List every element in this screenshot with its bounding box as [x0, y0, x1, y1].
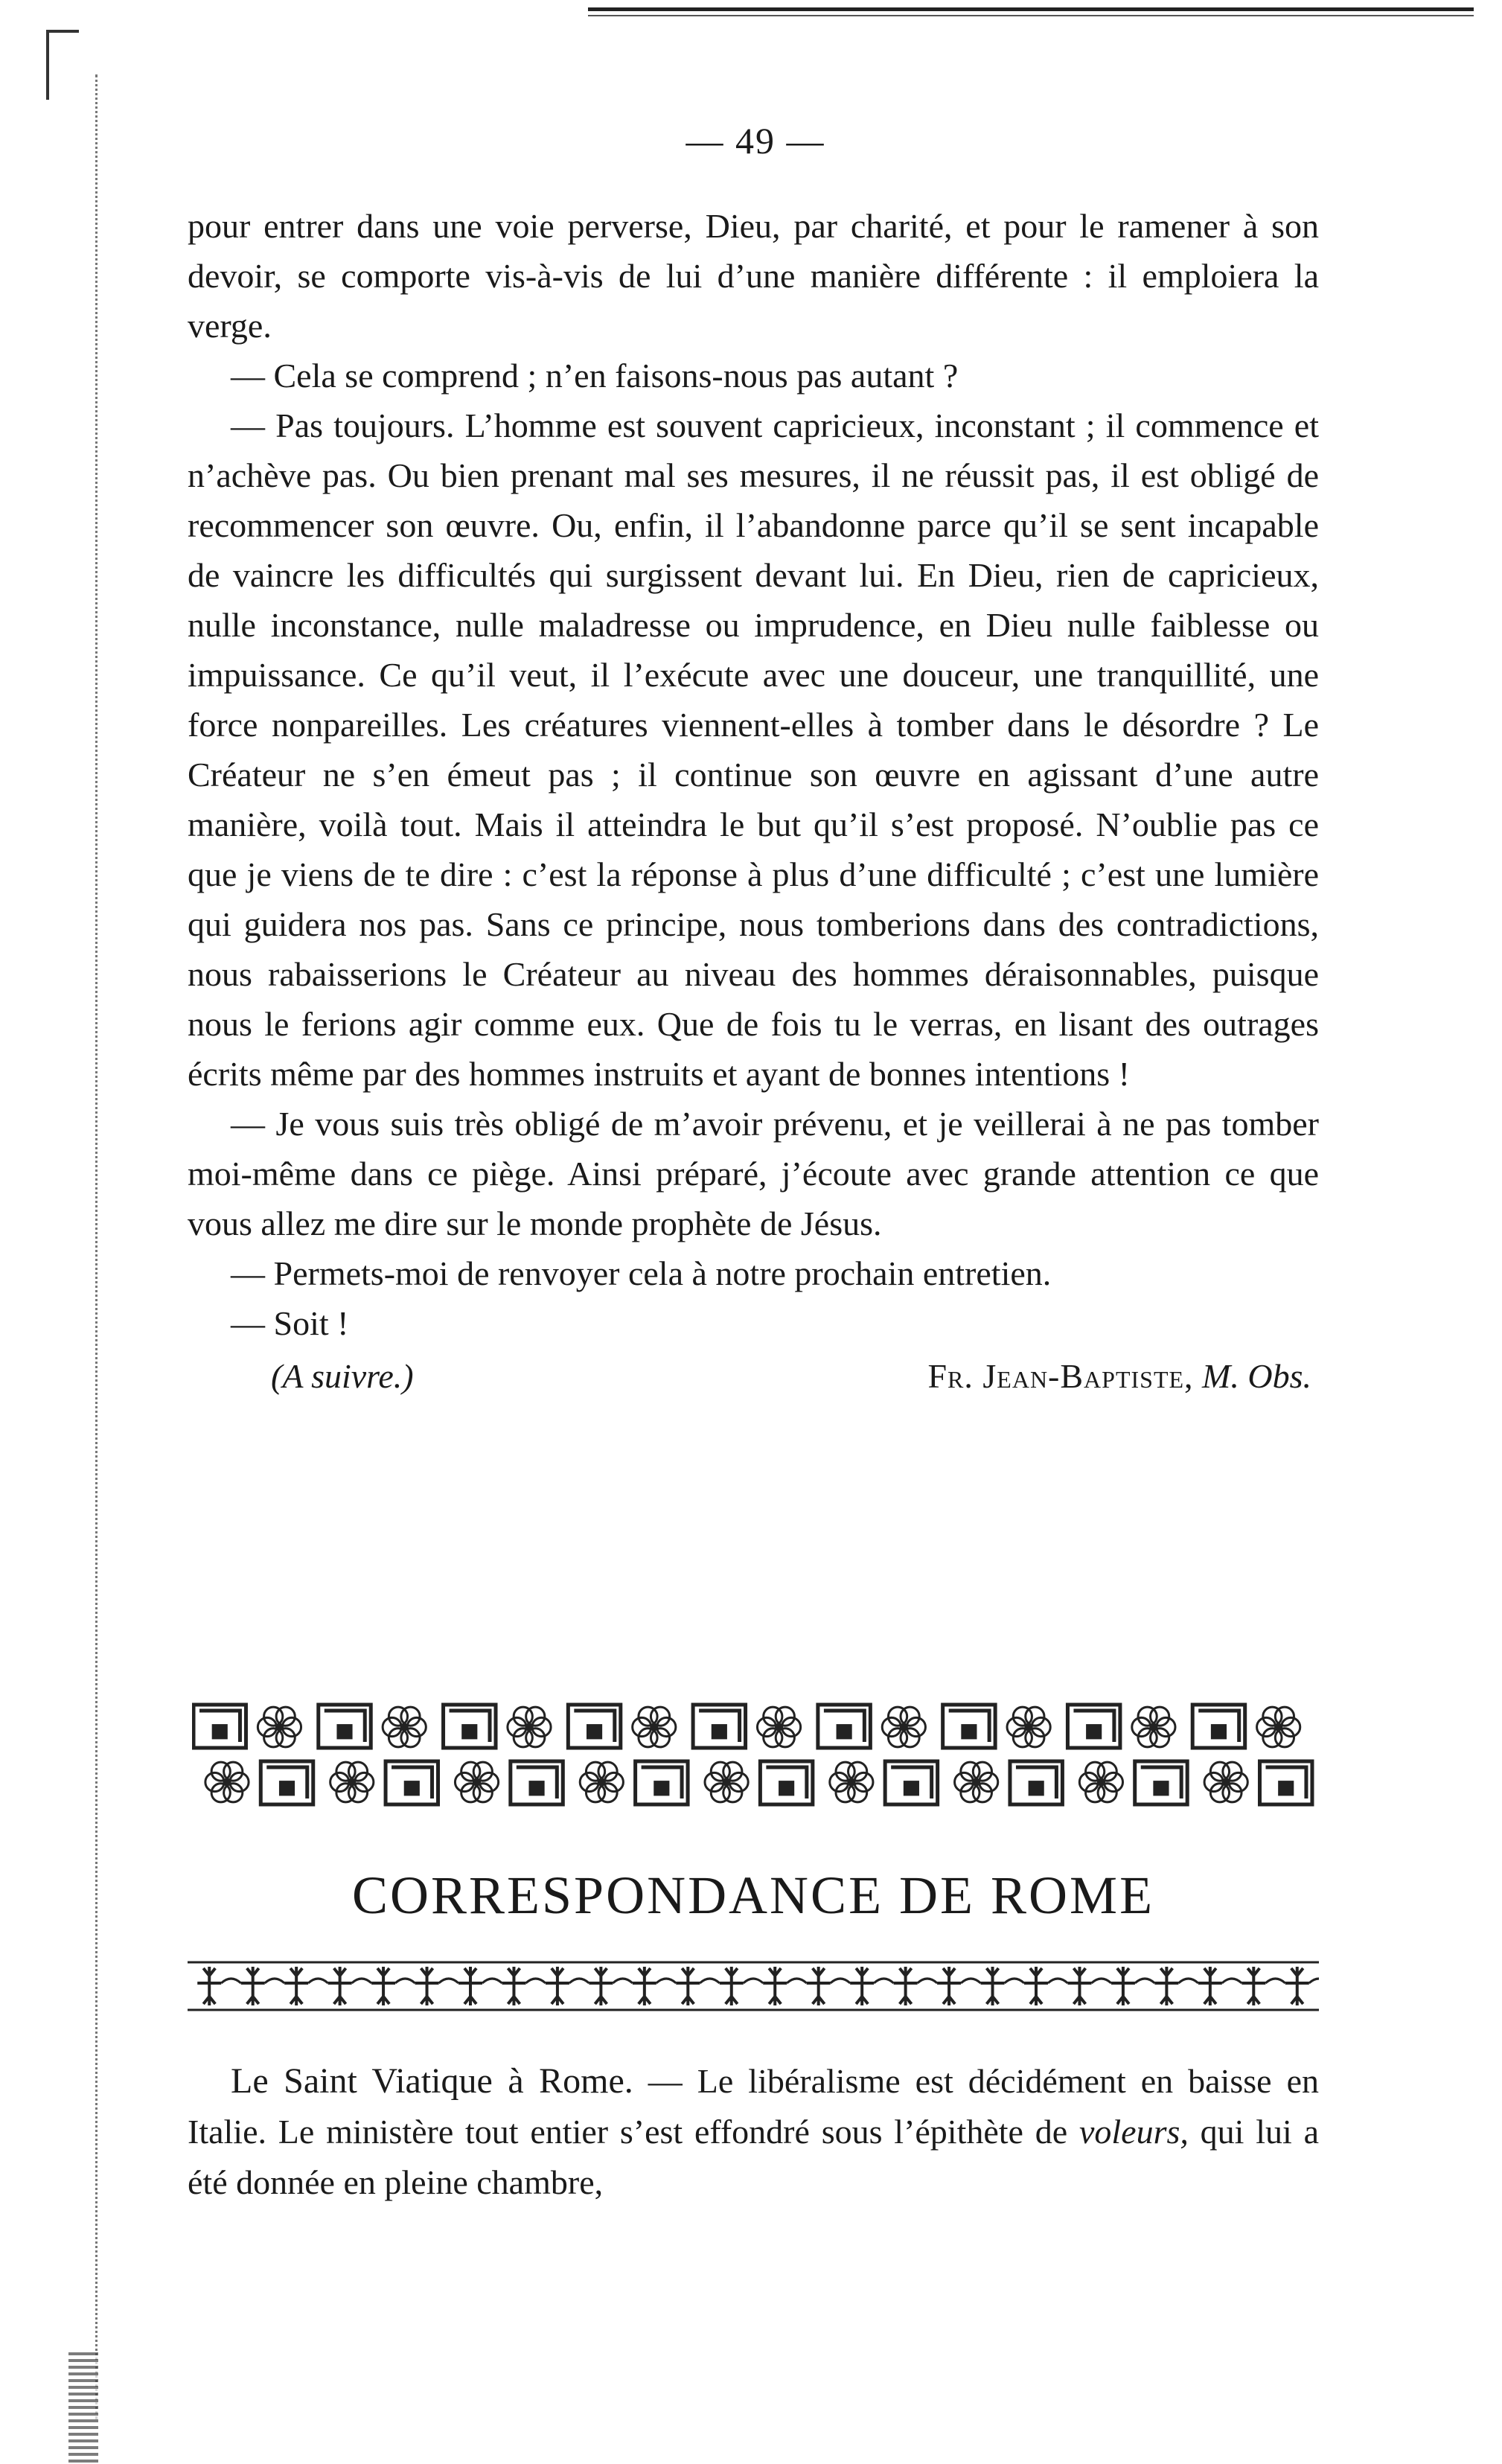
cross-mark [1198, 1967, 1222, 2005]
cross-link [308, 1979, 327, 1983]
cross-link [439, 1979, 458, 1983]
cross-mark [981, 1967, 1005, 2005]
section-title: CORRESPONDANCE DE ROME [351, 1865, 1155, 1925]
cross-link [961, 1979, 980, 1983]
section-body-text: — Le libéralisme est décidément en baisse en Italie. Le ministère tout entier s’est effondré sous l’épithète de [188, 2062, 1319, 2151]
cross-mark [1154, 1967, 1178, 2005]
flower-core [1274, 1723, 1282, 1731]
cross-link [656, 1979, 676, 1983]
band-block [1153, 1781, 1169, 1796]
cross-link [1222, 1979, 1241, 1983]
paragraph-reply-2: — Pas toujours. L’homme est souvent capricieux, inconstant ; il commence et n’achève pas. Ou bien prenant mal ses mesures, il ne réussit pas, il est obligé de recommencer son œuvre. Ou, enfin, il l’abandonne parce qu’il se sent incapable de vaincre les difficultés qui surgissent devant lui. En Dieu, rien de capricieux, nulle inconstance, nulle maladresse ou imprudence, en Dieu nulle faiblesse ou impuissance. Ce qu’il veut, il l’exécute avec une douceur, une tranquillité, une force nonpareilles. Les créatures viennent-elles à tomber dans le désordre ? Le Créateur ne s’en émeut pas ; il continue son œuvre en agissant d’une autre manière, voilà tout. Mais il atteindra le but qu’il s’est proposé. N’oublie pas ce que je viens de te dire : c’est la réponse à plus d’une difficulté ; c’est une lumière qui guidera nos pas. Sans ce principe, nous tomberions dans des contradictions, nous rabaisserions le Créateur au niveau des hommes déraisonnables, puisque nous le ferions agir comme eux. Que de fois tu le verras, en lisant des outrages écrits même par des hommes instruits et ayant de bonnes intentions ! [188, 406, 1319, 1093]
cross-mark [458, 1967, 482, 2005]
cross-link [744, 1979, 763, 1983]
cross-mark [1241, 1967, 1265, 2005]
flower-core [525, 1723, 534, 1731]
cross-link [1091, 1979, 1110, 1983]
band-block [1029, 1781, 1044, 1796]
flower-core [275, 1723, 284, 1731]
signature-row [188, 1351, 1319, 1401]
band-block [404, 1781, 420, 1796]
cross-link [787, 1979, 806, 1983]
cross-mark [720, 1967, 744, 2005]
cross-link [831, 1979, 850, 1983]
flower-core [972, 1778, 980, 1787]
paragraph-reply-5: — Soit ! [231, 1304, 349, 1342]
paragraph-reply-1: — Cela se comprend ; n’en faisons-nous pas autant ? [231, 357, 959, 395]
cross-link [569, 1979, 589, 1983]
flower-core [473, 1778, 481, 1787]
section-body [188, 2056, 1319, 2208]
cross-link [482, 1979, 502, 1983]
cross-link [1309, 1979, 1319, 1983]
flower-core [223, 1778, 231, 1787]
cross-link [1135, 1979, 1154, 1983]
cross-mark [328, 1967, 352, 2005]
italic-word: voleurs, [1078, 2113, 1189, 2151]
cross-mark [241, 1967, 265, 2005]
runin-heading: Le Saint Viatique à Rome. [231, 2061, 633, 2101]
band-block [1086, 1724, 1102, 1739]
flower-core [650, 1723, 658, 1731]
paragraph-reply-4: — Permets-moi de renvoyer cela à notre prochain entretien. [231, 1254, 1052, 1292]
band-block [904, 1781, 919, 1796]
band-block [1211, 1724, 1227, 1739]
flower-core [775, 1723, 783, 1731]
cross-mark [1024, 1967, 1048, 2005]
cross-mark [807, 1967, 831, 2005]
cross-link [265, 1979, 284, 1983]
band-block [1278, 1781, 1294, 1796]
cross-mark [633, 1967, 656, 2005]
band-block [461, 1724, 477, 1739]
cross-mark [415, 1967, 439, 2005]
dialogue-text [188, 201, 1319, 1401]
cross-mark [371, 1967, 395, 2005]
binding-edge-dots [95, 74, 100, 2419]
band-block [279, 1781, 295, 1796]
section-body-end: qui lui a été donnée en pleine chambre, [188, 2113, 1319, 2201]
cross-mark [502, 1967, 525, 2005]
cross-mark [676, 1967, 700, 2005]
flower-core [598, 1778, 606, 1787]
binding-smudge [68, 2352, 98, 2464]
flower-core [1097, 1778, 1105, 1787]
band-block [837, 1724, 852, 1739]
cross-link [352, 1979, 371, 1983]
cross-mark [1111, 1967, 1135, 2005]
cross-mark [589, 1967, 613, 2005]
band-block [587, 1724, 602, 1739]
page-number: — 49 — [686, 120, 825, 162]
cross-border-icon [188, 1958, 1319, 2014]
cross-mark [850, 1967, 874, 2005]
floral-band-icon [192, 1699, 1316, 1812]
flower-core [847, 1778, 855, 1787]
top-rule [588, 7, 1474, 11]
band-block [212, 1724, 228, 1739]
band-block [961, 1724, 977, 1739]
to-be-continued: (A suivre.) [271, 1357, 414, 1395]
band-block [712, 1724, 727, 1739]
flower-core [723, 1778, 731, 1787]
flower-core [400, 1723, 409, 1731]
cross-mark [1067, 1967, 1091, 2005]
cross-link [918, 1979, 937, 1983]
flower-core [900, 1723, 908, 1731]
cross-mark [284, 1967, 308, 2005]
cross-mark [546, 1967, 569, 2005]
top-rule-thin [588, 15, 1474, 16]
band-block [653, 1781, 669, 1796]
cross-link [874, 1979, 893, 1983]
cross-row [197, 1967, 1319, 2005]
page-corner-mark [46, 30, 79, 100]
flower-core [1149, 1723, 1157, 1731]
cross-link [221, 1979, 240, 1983]
cross-link [1178, 1979, 1198, 1983]
cross-mark [1285, 1967, 1309, 2005]
band-block [779, 1781, 794, 1796]
flower-core [1222, 1778, 1230, 1787]
author-order: M. Obs. [1202, 1357, 1311, 1395]
author-signature [927, 1351, 1311, 1401]
cross-mark [894, 1967, 918, 2005]
cross-mark [763, 1967, 787, 2005]
cross-link [525, 1979, 545, 1983]
cross-link [700, 1979, 719, 1983]
cross-link [613, 1979, 632, 1983]
author-name: Fr. Jean-Baptiste, [927, 1357, 1194, 1395]
cross-mark [937, 1967, 961, 2005]
cross-mark [197, 1967, 221, 2005]
band-block [528, 1781, 544, 1796]
flower-core [1025, 1723, 1033, 1731]
cross-link [1048, 1979, 1067, 1983]
cross-link [1005, 1979, 1024, 1983]
cross-link [1265, 1979, 1285, 1983]
paragraph-reply-3: — Je vous suis très obligé de m’avoir prévenu, et je veillerai à ne pas tomber moi-même dans ce piège. Ainsi préparé, j’écoute avec grande attention ce que vous allez me dire sur le monde prophète de Jésus. [188, 1105, 1319, 1242]
paragraph-continued: pour entrer dans une voie perverse, Dieu, par charité, et pour le ramener à son devoir, se comporte vis-à-vis de lui d’une manière différente : il emploiera la verge. [188, 207, 1319, 345]
band-block [336, 1724, 352, 1739]
cross-link [395, 1979, 415, 1983]
section-paragraph [188, 2056, 1319, 2208]
flower-core [348, 1778, 356, 1787]
